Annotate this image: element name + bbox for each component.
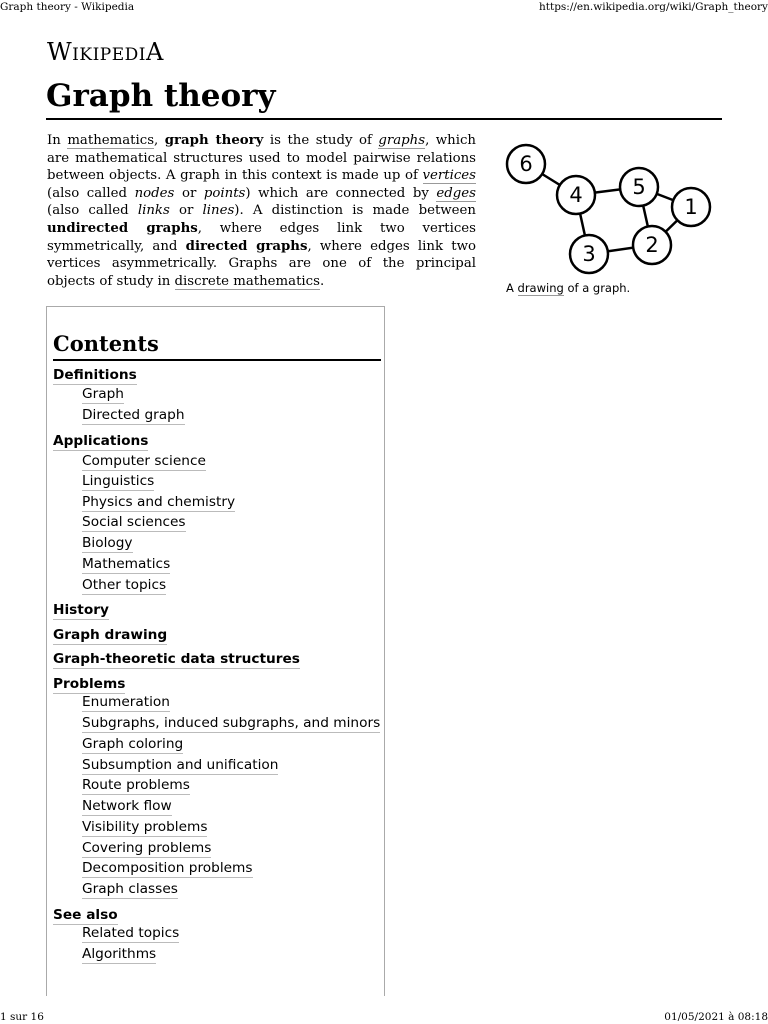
graph-figure[interactable] — [500, 140, 720, 280]
toc-section-link[interactable]: Graph drawing — [53, 627, 168, 643]
print-url: https://en.wikipedia.org/wiki/Graph_theory — [539, 1, 768, 13]
link-drawing[interactable]: drawing — [517, 281, 564, 295]
toc-subsection-link[interactable]: Social sciences — [82, 514, 186, 530]
toc-subsection-link[interactable]: Related topics — [82, 925, 180, 941]
toc-subsection-link[interactable]: Visibility problems — [82, 819, 208, 835]
term-nodes: nodes — [134, 185, 175, 201]
toc-subsection-link[interactable]: Subsumption and unification — [82, 757, 279, 773]
toc-section-link[interactable]: Definitions — [53, 367, 137, 383]
term-points: points — [203, 185, 246, 201]
graph-drawing — [500, 140, 720, 280]
toc-section-link[interactable]: Applications — [53, 433, 149, 449]
toc-subsection-link[interactable]: Graph coloring — [82, 736, 184, 752]
link-vertices[interactable]: vertices — [422, 168, 476, 184]
toc-subsection-link[interactable]: Biology — [82, 535, 133, 551]
print-page-count: 1 sur 16 — [0, 1011, 44, 1023]
toc-subsection-link[interactable]: Decomposition problems — [82, 860, 253, 876]
link-mathematics[interactable]: mathematics — [67, 133, 155, 148]
toc-subsection-link[interactable]: Enumeration — [82, 694, 170, 710]
toc-subsection-link[interactable]: Graph classes — [82, 881, 178, 897]
toc-subsection-link[interactable]: Algorithms — [82, 946, 157, 962]
toc-title: Contents — [53, 329, 381, 361]
print-datetime: 01/05/2021 à 08:18 — [664, 1011, 768, 1023]
link-discrete-mathematics[interactable]: discrete mathematics — [174, 273, 320, 289]
toc-section-link[interactable]: See also — [53, 907, 118, 923]
toc-subsection-link[interactable]: Physics and chemistry — [82, 494, 236, 510]
wikipedia-wordmark[interactable]: WIKIPEDIA — [47, 38, 164, 66]
toc-subsection-link[interactable]: Mathematics — [82, 556, 171, 572]
toc-subsection-link[interactable]: Computer science — [82, 453, 206, 469]
link-graphs[interactable]: graphs — [378, 133, 426, 148]
page-title: Graph theory — [46, 78, 276, 114]
intro-paragraph: In mathematics, graph theory is the study of graphs, which are mathematical structures used to model pairwise relations between objects. A graph in this context is made up of vertices (also called nodes or points) which are connected by edges (also called links or lines). A distinction is made between undirected graphs, where edges link two vertices symmetrically, and directed graphs, where edges link two vertices asymmetrically. Graphs are one of the principal objects of study in discrete mathematics. — [47, 133, 476, 289]
print-page-title: Graph theory - Wikipedia — [0, 1, 135, 13]
term-graph-theory: graph theory — [164, 133, 264, 148]
toc-section-link[interactable]: Graph-theoretic data structures — [53, 651, 300, 667]
toc-subsection-link[interactable]: Network flow — [82, 798, 172, 814]
graph-node-label: 4 — [569, 183, 583, 207]
graph-node-label: 1 — [684, 195, 698, 219]
link-edges[interactable]: edges — [436, 185, 476, 201]
term-lines: lines — [202, 203, 235, 219]
table-of-contents — [46, 306, 385, 996]
graph-node-label: 6 — [519, 152, 533, 176]
toc-section-link[interactable]: Problems — [53, 676, 126, 692]
term-directed-graphs: directed graphs — [185, 238, 308, 254]
figure-caption: A drawing of a graph. — [506, 281, 631, 295]
toc-subsection-link[interactable]: Subgraphs, induced subgraphs, and minors — [82, 715, 381, 731]
toc-subsection-link[interactable]: Graph — [82, 386, 124, 402]
toc-subsection-link[interactable]: Covering problems — [82, 840, 212, 856]
term-undirected-graphs: undirected graphs — [47, 220, 198, 236]
graph-node-label: 3 — [582, 242, 596, 266]
graph-node-label: 5 — [632, 175, 646, 199]
toc-subsection-link[interactable]: Directed graph — [82, 407, 185, 423]
toc-subsection-link[interactable]: Other topics — [82, 577, 167, 593]
title-divider — [46, 118, 722, 120]
term-links: links — [137, 203, 170, 219]
toc-subsection-link[interactable]: Linguistics — [82, 473, 155, 489]
graph-node-label: 2 — [645, 233, 659, 257]
toc-subsection-link[interactable]: Route problems — [82, 777, 190, 793]
toc-section-link[interactable]: History — [53, 602, 109, 618]
